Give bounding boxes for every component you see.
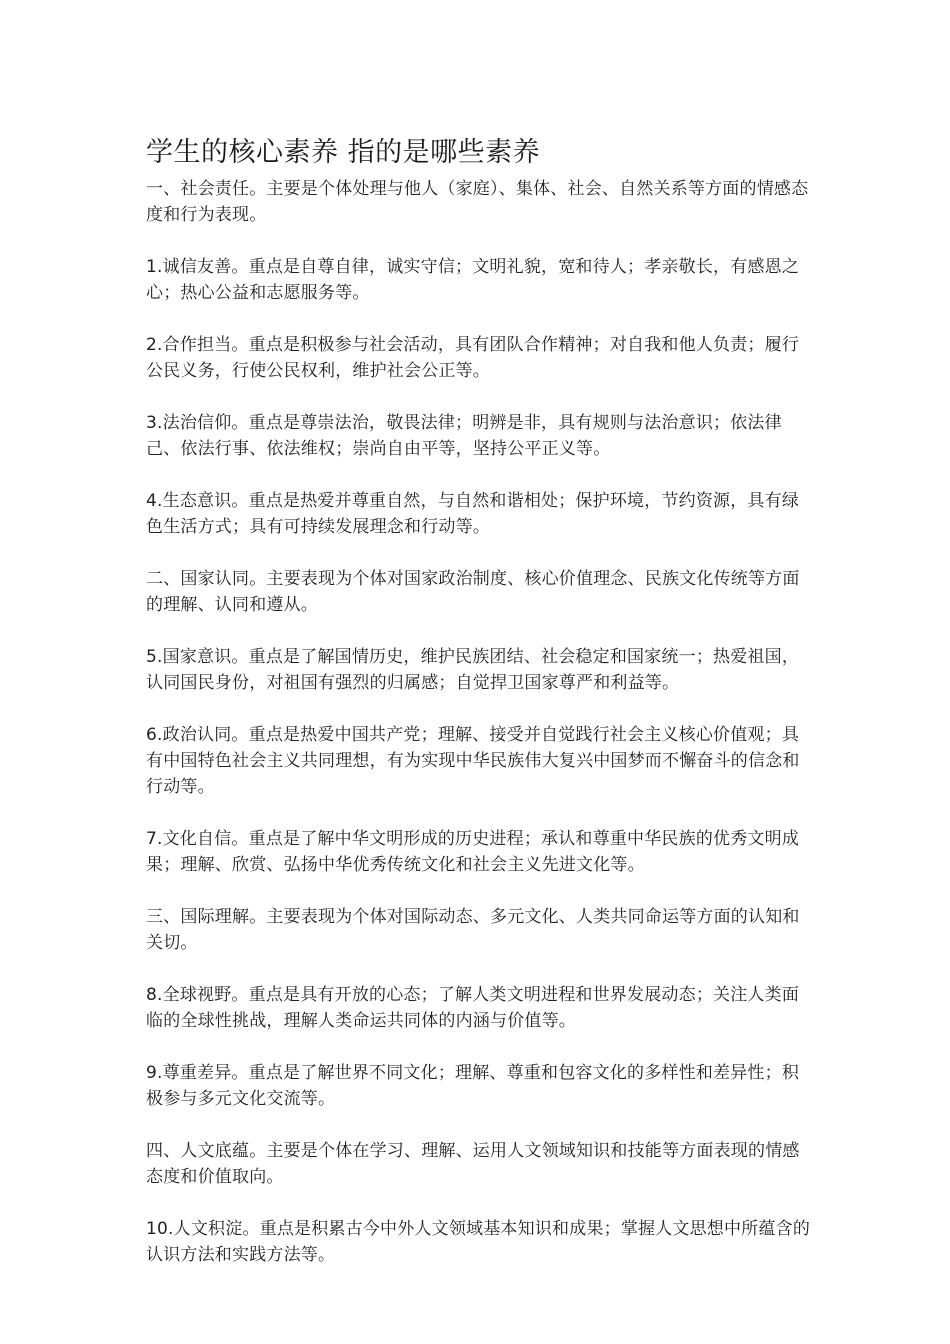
- document-title: 学生的核心素养 指的是哪些素养: [146, 137, 541, 168]
- document-page: [146, 134, 816, 1294]
- item-cooperation-responsibility: 2.合作担当。重点是积极参与社会活动，具有团队合作精神；对自我和他人负责；履行公民义务，行使公民权利，维护社会公正等。: [146, 335, 800, 381]
- section-humanistic-foundation: 四、人文底蕴。主要是个体在学习、理解、运用人文领域知识和技能等方面表现的情感态度和价值取向。: [146, 1141, 800, 1187]
- item-political-identity: 6.政治认同。重点是热爱中国共产党；理解、接受并自觉践行社会主义核心价值观；具有中国特色社会主义共同理想，有为实现中华民族伟大复兴中国梦而不懈奋斗的信念和行动等。: [146, 725, 800, 797]
- item-cultural-confidence: 7.文化自信。重点是了解中华文明形成的历史进程；承认和尊重中华民族的优秀文明成果；理解、欣赏、弘扬中华优秀传统文化和社会主义先进文化等。: [146, 829, 800, 875]
- item-national-awareness: 5.国家意识。重点是了解国情历史，维护民族团结、社会稳定和国家统一；热爱祖国，认同国民身份，对祖国有强烈的归属感；自觉捍卫国家尊严和利益等。: [146, 647, 800, 693]
- item-humanistic-accumulation: 10.人文积淀。重点是积累古今中外人文领域基本知识和成果；掌握人文思想中所蕴含的认识方法和实践方法等。: [146, 1219, 811, 1265]
- section-international-understanding: 三、国际理解。主要表现为个体对国际动态、多元文化、人类共同命运等方面的认知和关切。: [146, 907, 800, 953]
- item-honesty-kindness: 1.诚信友善。重点是自尊自律，诚实守信；文明礼貌，宽和待人；孝亲敬长，有感恩之心；热心公益和志愿服务等。: [146, 257, 800, 303]
- item-global-vision: 8.全球视野。重点是具有开放的心态；了解人类文明进程和世界发展动态；关注人类面临的全球性挑战，理解人类命运共同体的内涵与价值等。: [146, 985, 800, 1031]
- section-social-responsibility: 一、社会责任。主要是个体处理与他人（家庭）、集体、社会、自然关系等方面的情感态度和行为表现。: [146, 179, 809, 225]
- item-rule-of-law: 3.法治信仰。重点是尊崇法治，敬畏法律；明辨是非，具有规则与法治意识；依法律己、依法行事、依法维权；崇尚自由平等，坚持公平正义等。: [146, 413, 782, 459]
- section-national-identity: 二、国家认同。主要表现为个体对国家政治制度、核心价值理念、民族文化传统等方面的理解、认同和遵从。: [146, 569, 800, 615]
- item-ecological-awareness: 4.生态意识。重点是热爱并尊重自然，与自然和谐相处；保护环境，节约资源，具有绿色生活方式；具有可持续发展理念和行动等。: [146, 491, 800, 537]
- item-respect-differences: 9.尊重差异。重点是了解世界不同文化；理解、尊重和包容文化的多样性和差异性；积极参与多元文化交流等。: [146, 1063, 800, 1109]
